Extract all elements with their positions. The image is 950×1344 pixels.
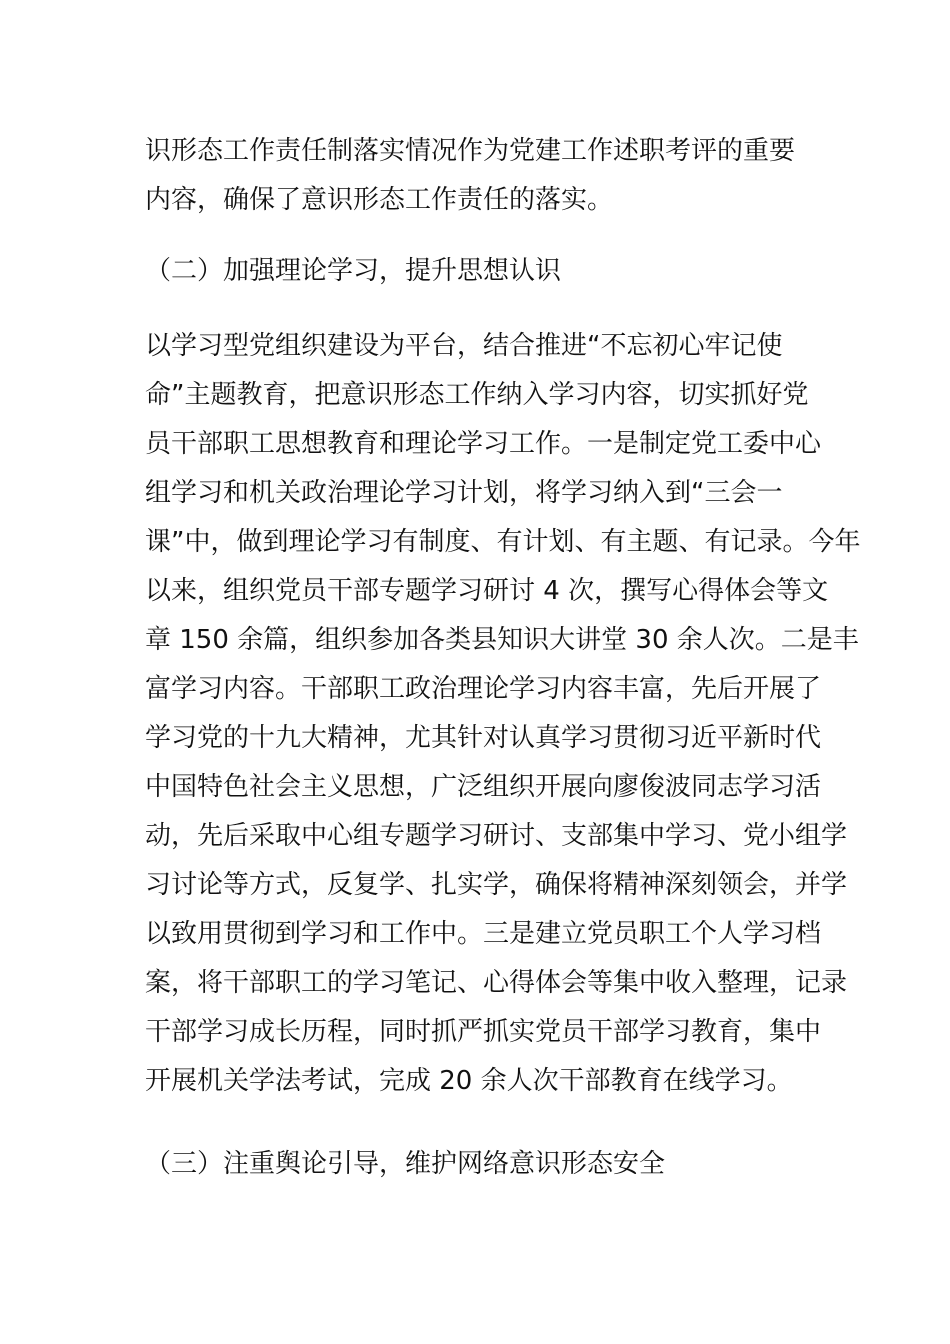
text-line: 员干部职工思想教育和理论学习工作。一是制定党工委中心 xyxy=(145,429,822,459)
text-line: 以来，组织党员干部专题学习研讨 4 次，撰写心得体会等文 xyxy=(145,576,829,606)
section-heading-2: （二）加强理论学习，提升思想认识 xyxy=(145,256,562,286)
section-2-paragraph xyxy=(145,322,861,1106)
text-line: 学习党的十九大精神，尤其针对认真学习贯彻习近平新时代 xyxy=(145,723,822,753)
text-line: 命”主题教育，把意识形态工作纳入学习内容，切实抓好党 xyxy=(145,380,809,410)
text-line: 富学习内容。干部职工政治理论学习内容丰富，先后开展了 xyxy=(145,674,822,704)
section-heading-3: （三）注重舆论引导，维护网络意识形态安全 xyxy=(145,1149,666,1179)
text-line: 动，先后采取中心组专题学习研讨、支部集中学习、党小组学 xyxy=(145,821,848,851)
text-line: 课”中，做到理论学习有制度、有计划、有主题、有记录。今年 xyxy=(145,527,861,557)
text-line: 习讨论等方式，反复学、扎实学，确保将精神深刻领会，并学 xyxy=(145,870,848,900)
text-line: 章 150 余篇，组织参加各类县知识大讲堂 30 余人次。二是丰 xyxy=(145,625,859,655)
intro-paragraph xyxy=(145,127,815,225)
text-line: 内容，确保了意识形态工作责任的落实。 xyxy=(145,185,614,215)
text-line: 开展机关学法考试，完成 20 余人次干部教育在线学习。 xyxy=(145,1066,793,1096)
text-line: 以学习型党组织建设为平台，结合推进“不忘初心牢记使 xyxy=(145,331,783,361)
text-line: 中国特色社会主义思想，广泛组织开展向廖俊波同志学习活 xyxy=(145,772,822,802)
text-line: 识形态工作责任制落实情况作为党建工作述职考评的重要 xyxy=(145,136,796,166)
text-line: 以致用贯彻到学习和工作中。三是建立党员职工个人学习档 xyxy=(145,919,822,949)
text-line: 案，将干部职工的学习笔记、心得体会等集中收入整理，记录 xyxy=(145,968,848,998)
text-line: 干部学习成长历程，同时抓严抓实党员干部学习教育，集中 xyxy=(145,1017,822,1047)
text-line: 组学习和机关政治理论学习计划，将学习纳入到“三会一 xyxy=(145,478,783,508)
